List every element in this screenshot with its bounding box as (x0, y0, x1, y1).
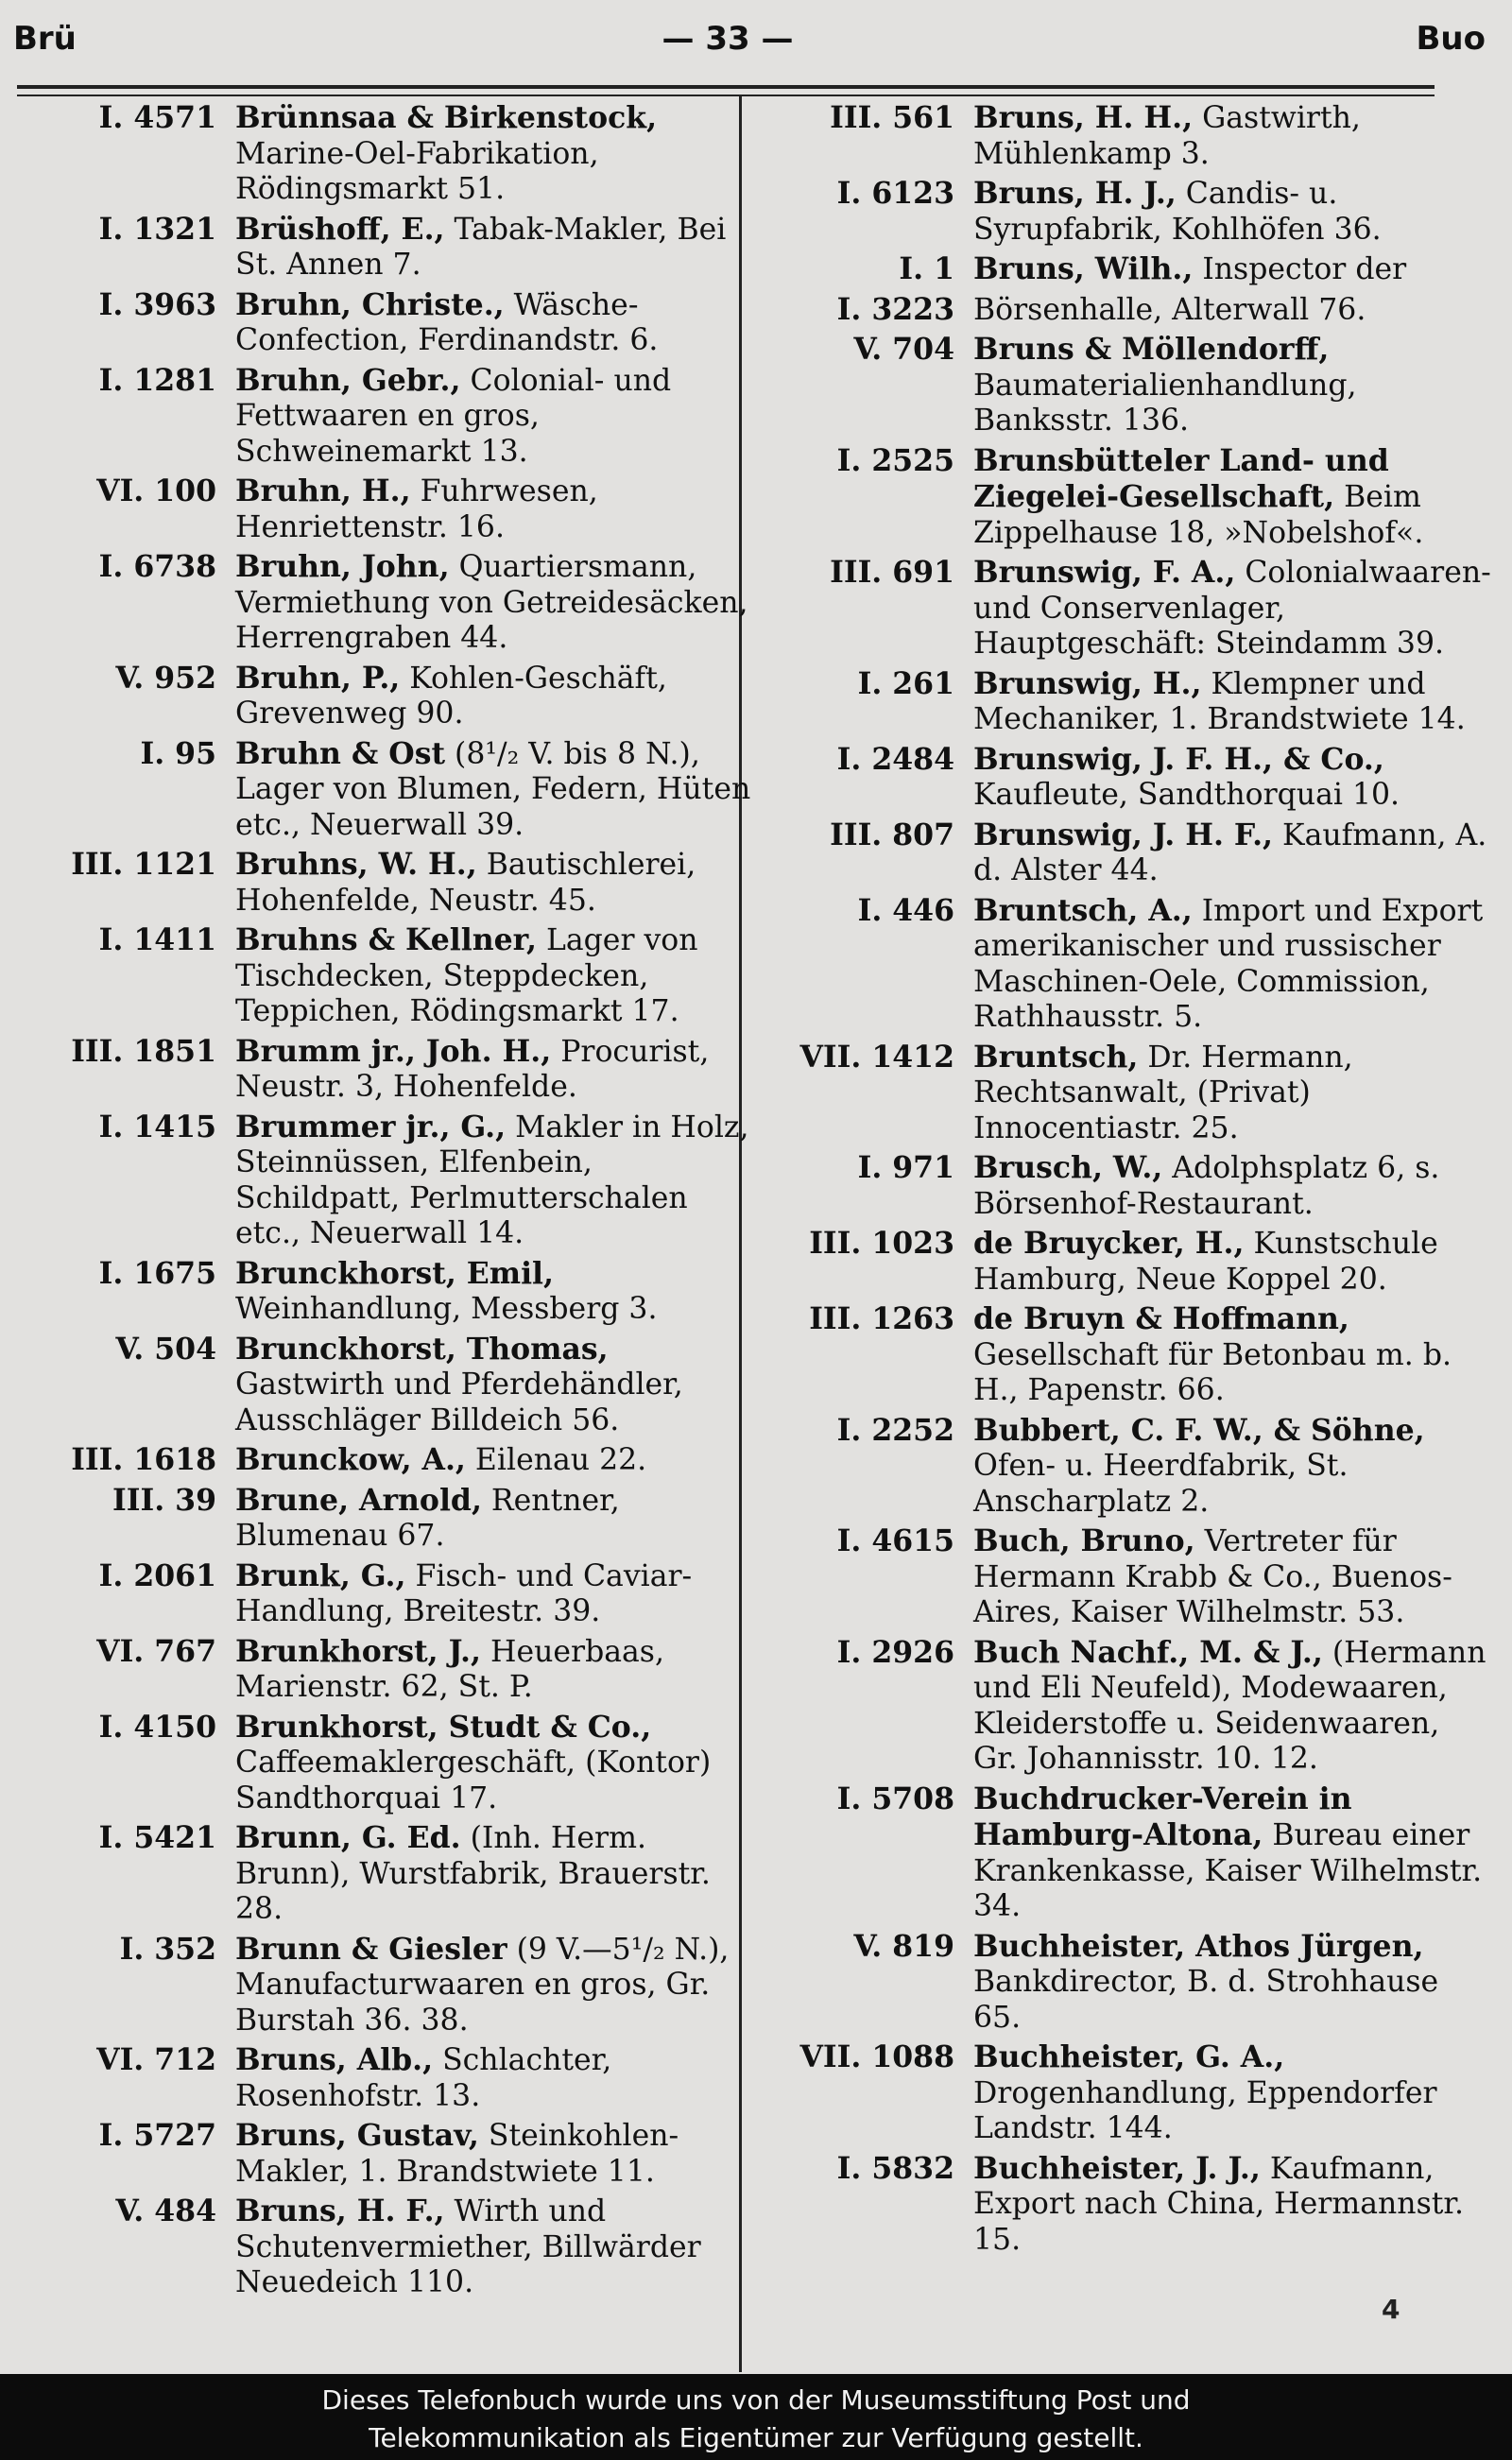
entry-text (235, 736, 760, 844)
entry-text (235, 363, 760, 471)
entry-text (973, 1301, 1493, 1409)
entry-details: Gesellschaft für Betonbau m. b. H., Papenstr. 66. (973, 1337, 1452, 1407)
entry-text (235, 1820, 760, 1928)
directory-entry (765, 1301, 1493, 1409)
entry-details: Adolphsplatz 6, s. Börsenhof-Restaurant. (973, 1151, 1440, 1221)
entry-text (235, 1932, 760, 2039)
directory-entry (765, 893, 1493, 1036)
directory-entry (765, 817, 1493, 889)
entry-details: Import und Export amerikanischer und russischer Maschinen-Oele, Commission, Rathhausstr. 5. (973, 893, 1484, 1034)
phone-number: I. 1415 (98, 1109, 216, 1144)
entry-name: Brunswig, H., (973, 665, 1202, 701)
entry-details: Kaufmann, A. d. Alster 44. (973, 817, 1487, 887)
entry-text (973, 100, 1493, 172)
entry-text (235, 549, 760, 657)
entry-details: Wäsche-Confection, Ferdinandstr. 6. (235, 287, 659, 357)
entry-details: Bankdirector, B. d. Strohhause 65. (973, 1965, 1439, 2035)
directory-entry (13, 1256, 760, 1328)
entry-text (235, 473, 760, 545)
entry-name: Bubbert, C. F. W., & Söhne, (973, 1412, 1425, 1448)
entry-details: Candis- u. Syrupfabrik, Kohlhöfen 36. (973, 177, 1382, 247)
entry-name: Bruhn, P., (235, 660, 401, 696)
entry-name: Bruns, Wilh., (973, 251, 1194, 286)
footer-notice (0, 2374, 1512, 2460)
left-column (13, 100, 760, 2305)
header-rule-thin (17, 95, 1435, 96)
entry-details: Lager von Tischdecken, Steppdecken, Teppichen, Rödingsmarkt 17. (235, 923, 698, 1028)
entry-details: Colonialwaaren- und Conservenlager, Hauptgeschäft: Steindamm 39. (973, 556, 1491, 661)
phone-number: III. 1023 (809, 1226, 954, 1261)
phone-number: I. 2525 (836, 442, 954, 478)
entry-name: Brusch, W., (973, 1150, 1163, 1185)
phone-number: VI. 100 (96, 473, 216, 508)
entry-details: Börsenhalle, Alterwall 76. (973, 292, 1366, 327)
directory-entry (13, 1483, 760, 1555)
entry-details: Eilenau 22. (474, 1443, 647, 1477)
directory-entry (765, 1523, 1493, 1631)
entry-name: Brünnsaa & Birkenstock, (235, 100, 658, 135)
entry-name: Brummer jr., G., (235, 1109, 507, 1144)
phone-number: III. 1618 (71, 1442, 216, 1477)
entry-text (973, 817, 1493, 889)
entry-name: Bruntsch, (973, 1039, 1139, 1075)
entry-text (235, 847, 760, 919)
entry-details: Kaufmann, Export nach China, Hermannstr. 15. (973, 2151, 1465, 2257)
directory-entry (13, 1110, 760, 1252)
entry-details: (9 V.—5¹/₂ N.), Manufacturwaaren en gros, Gr. Burstah 36. 38. (235, 1932, 730, 2038)
phone-number: VI. 767 (96, 1633, 216, 1669)
entry-name: Bruhns & Kellner, (235, 922, 537, 957)
entry-name: Buchdrucker-Verein in Hamburg-Altona, (973, 1780, 1352, 1852)
entry-text (235, 2118, 760, 2190)
directory-entry (765, 1635, 1493, 1778)
entry-text (973, 251, 1493, 288)
entry-details: Colonial- und Fettwaaren en gros, Schweinemarkt 13. (235, 363, 672, 469)
phone-number: I. 446 (857, 892, 954, 928)
phone-number: III. 691 (830, 555, 954, 590)
entry-text (235, 100, 760, 208)
entry-name: Bruns, H. J., (973, 176, 1177, 211)
directory-entry (13, 363, 760, 471)
directory-entry (765, 1413, 1493, 1521)
entry-name: Brumm jr., Joh. H., (235, 1033, 552, 1069)
directory-entry (765, 1150, 1493, 1222)
directory-entry (13, 1332, 760, 1439)
entry-name: Buchheister, G. A., (973, 2039, 1285, 2074)
entry-text (973, 1523, 1493, 1631)
entry-name: Buch Nachf., M. & J., (973, 1634, 1323, 1670)
entry-text (973, 1413, 1493, 1521)
entry-name: Brunsbütteler Land- und Ziegelei-Gesellschaft, (973, 442, 1389, 514)
entry-details: Marine-Oel-Fabrikation, Rödingsmarkt 51. (235, 136, 599, 206)
entry-name: Bruns, Alb., (235, 2042, 434, 2077)
entry-text (973, 1929, 1493, 2037)
entry-name: Brunk, G., (235, 1557, 406, 1593)
entry-name: Bruhn & Ost (235, 735, 446, 771)
phone-number: I. 2484 (836, 741, 954, 777)
entry-text (235, 1634, 760, 1706)
phone-number: III. 1121 (71, 847, 216, 882)
entry-text (235, 212, 760, 284)
directory-entry (13, 1634, 760, 1706)
entry-name: Buchheister, J. J., (973, 2150, 1261, 2186)
entry-name: Brunswig, J. F. H., & Co., (973, 741, 1384, 777)
directory-entry (13, 100, 760, 208)
directory-entry (13, 549, 760, 657)
entry-details: Fisch- und Caviar-Handlung, Breitestr. 39. (235, 1558, 693, 1628)
directory-entry (13, 1820, 760, 1928)
phone-number: I. 4150 (98, 1709, 216, 1745)
entry-text (235, 2042, 760, 2114)
phone-number: VII. 1088 (799, 2039, 954, 2074)
entry-details: Kohlen-Geschäft, Grevenweg 90. (235, 661, 667, 731)
phone-number: I. 5727 (98, 2118, 216, 2153)
phone-number: I. 971 (857, 1150, 954, 1185)
directory-entry (13, 1442, 760, 1479)
entry-details: Inspector der (1202, 252, 1407, 286)
entry-details: Wirth und Schutenvermiether, Billwärder Neuedeich 110. (235, 2194, 701, 2299)
entry-name: Bruns, H. F., (235, 2193, 445, 2228)
entry-name: Brunn, G. Ed. (235, 1820, 461, 1855)
entry-name: Brunckhorst, Emil, (235, 1255, 554, 1291)
directory-entry (765, 2151, 1493, 2259)
entry-text (973, 1040, 1493, 1147)
phone-number: I. 1 (899, 251, 954, 286)
entry-details: Beim Zippelhause 18, »Nobelshof«. (973, 480, 1424, 550)
entry-name: Brunn & Giesler (235, 1931, 507, 1967)
phone-number: VI. 712 (96, 2042, 216, 2077)
directory-entry (765, 1781, 1493, 1925)
entry-text (235, 1558, 760, 1630)
entry-details: Weinhandlung, Messberg 3. (235, 1292, 658, 1326)
phone-number: I. 1281 (98, 362, 216, 398)
entry-text (235, 2193, 760, 2301)
directory-entry (13, 2118, 760, 2190)
directory-entry (13, 736, 760, 844)
phone-number: I. 261 (857, 665, 954, 701)
directory-entry (13, 2042, 760, 2114)
entry-name: Brunkhorst, J., (235, 1633, 481, 1669)
phone-number: I. 2926 (836, 1634, 954, 1670)
entry-text (235, 922, 760, 1030)
phone-number: I. 6123 (836, 176, 954, 211)
page-mark: 4 (1382, 2294, 1400, 2325)
header-left-keyword: Brü (13, 20, 77, 58)
phone-number: V. 704 (853, 332, 954, 367)
entry-name: Bruhn, Christe., (235, 286, 505, 322)
directory-entry (765, 1226, 1493, 1298)
directory-entry (13, 473, 760, 545)
directory-entry (13, 1932, 760, 2039)
entry-details: Quartiersmann, Vermiethung von Getreidesäcken, Herrengraben 44. (235, 550, 748, 655)
entry-text (235, 1256, 760, 1328)
directory-entry (13, 1558, 760, 1630)
phone-number: V. 504 (115, 1331, 216, 1367)
entry-name: Bruhns, W. H., (235, 847, 477, 882)
phone-number: I. 1411 (98, 922, 216, 957)
directory-entry (765, 332, 1493, 439)
directory-entry (765, 251, 1493, 288)
entry-details: Kunstschule Hamburg, Neue Koppel 20. (973, 1227, 1438, 1297)
phone-number: I. 4571 (98, 100, 216, 135)
directory-entry (13, 287, 760, 359)
right-column (765, 100, 1493, 2262)
entry-text (973, 1150, 1493, 1222)
directory-entry (765, 1929, 1493, 2037)
phone-number: I. 4615 (836, 1523, 954, 1558)
entry-details: Bureau einer Krankenkasse, Kaiser Wilhelmstr. 34. (973, 1818, 1483, 1923)
entry-text (973, 176, 1493, 248)
entry-name: Buch, Bruno, (973, 1523, 1195, 1558)
phone-number: I. 1321 (98, 211, 216, 247)
header-right-keyword: Buo (1416, 20, 1486, 58)
entry-name: Bruns, Gustav, (235, 2118, 479, 2153)
directory-entry (13, 212, 760, 284)
phone-number: I. 5421 (98, 1820, 216, 1855)
directory-entry (13, 2193, 760, 2301)
header-rule (17, 85, 1435, 89)
phone-number: I. 6738 (98, 549, 216, 584)
entry-details: Gastwirth, Mühlenkamp 3. (973, 101, 1361, 171)
entry-details: Dr. Hermann, Rechtsanwalt, (Privat) Innocentiastr. 25. (973, 1040, 1353, 1145)
phone-number: I. 2061 (98, 1557, 216, 1593)
entry-details: (Inh. Herm. Brunn), Wurstfabrik, Brauerstr. 28. (235, 1821, 711, 1926)
entry-details: Drogenhandlung, Eppendorfer Landstr. 144. (973, 2075, 1437, 2145)
entry-details: Bautischlerei, Hohenfelde, Neustr. 45. (235, 848, 696, 918)
entry-details: Schlachter, Rosenhofstr. 13. (235, 2043, 612, 2113)
entry-name: de Bruyn & Hoffmann, (973, 1301, 1349, 1336)
entry-name: Brunswig, J. H. F., (973, 817, 1274, 852)
entry-details: (8¹/₂ V. bis 8 N.), Lager von Blumen, Federn, Hüten etc., Neuerwall 39. (235, 736, 751, 842)
phone-number: III. 39 (112, 1482, 216, 1518)
phone-number: III. 561 (830, 100, 954, 135)
directory-entry (765, 100, 1493, 172)
entry-name: Brune, Arnold, (235, 1482, 482, 1518)
entry-text (973, 555, 1493, 662)
entry-details: (Hermann und Eli Neufeld), Modewaaren, Kleiderstoffe u. Seidenwaaren, Gr. Johannisstr. 10. 12. (973, 1635, 1486, 1776)
entry-name: de Bruycker, H., (973, 1226, 1245, 1261)
entry-text (973, 2151, 1493, 2259)
entry-details: Vertreter für Hermann Krabb & Co., Buenos-Aires, Kaiser Wilhelmstr. 53. (973, 1524, 1452, 1629)
entry-name: Bruhn, H., (235, 473, 411, 508)
entry-details: Tabak-Makler, Bei St. Annen 7. (235, 212, 727, 282)
entry-text (973, 893, 1493, 1036)
entry-name: Brunckow, A., (235, 1442, 466, 1477)
entry-details: Ofen- u. Heerdfabrik, St. Anscharplatz 2. (973, 1449, 1349, 1519)
directory-entry (13, 1034, 760, 1106)
entry-details: Fuhrwesen, Henriettenstr. 16. (235, 474, 598, 544)
entry-name: Brüshoff, E., (235, 211, 445, 247)
entry-text (973, 742, 1493, 814)
entry-text (235, 1442, 760, 1479)
phone-number: III. 807 (830, 817, 954, 852)
directory-entry (765, 292, 1493, 329)
phone-number: VII. 1412 (799, 1039, 954, 1075)
phone-number: I. 95 (140, 735, 216, 771)
phone-number: V. 819 (853, 1928, 954, 1964)
entry-text (235, 1034, 760, 1106)
entry-details: Caffeemaklergeschäft, (Kontor) Sandthorquai 17. (235, 1746, 712, 1815)
entry-details: Gastwirth und Pferdehändler, Ausschläger Billdeich 56. (235, 1368, 683, 1437)
phone-number: I. 352 (119, 1931, 216, 1967)
entry-name: Bruns, H. H., (973, 100, 1194, 135)
entry-text (973, 1226, 1493, 1298)
phone-number: I. 1675 (98, 1255, 216, 1291)
entry-text (973, 2039, 1493, 2147)
phone-number: V. 484 (115, 2193, 216, 2228)
entry-name: Buchheister, Athos Jürgen, (973, 1928, 1424, 1964)
entry-text (973, 443, 1493, 552)
directory-entry (13, 1710, 760, 1817)
page-number: — 33 — (662, 20, 794, 58)
entry-details: Kaufleute, Sandthorquai 10. (973, 778, 1400, 812)
phone-number: V. 952 (115, 660, 216, 696)
entry-details: Baumaterialienhandlung, Banksstr. 136. (973, 368, 1357, 438)
directory-entry (765, 2039, 1493, 2147)
footer-line-2: Telekommunikation als Eigentümer zur Verfügung gestellt. (369, 2422, 1143, 2453)
directory-entry (13, 847, 760, 919)
directory-entry (765, 666, 1493, 738)
footer-line-1: Dieses Telefonbuch wurde uns von der Museumsstiftung Post und (321, 2384, 1191, 2416)
entry-details: Klempner und Mechaniker, 1. Brandstwiete 14. (973, 666, 1466, 736)
entry-text (235, 661, 760, 732)
phone-number: I. 5708 (836, 1780, 954, 1816)
directory-entry (765, 555, 1493, 662)
directory-entry (765, 742, 1493, 814)
directory-entry (13, 661, 760, 732)
entry-text (235, 1710, 760, 1817)
entry-details: Rentner, Blumenau 67. (235, 1483, 620, 1553)
entry-text (973, 292, 1493, 329)
entry-text (235, 1483, 760, 1555)
directory-entry (765, 176, 1493, 248)
entry-name: Bruhn, Gebr., (235, 362, 461, 398)
phone-number: III. 1851 (71, 1033, 216, 1069)
entry-text (235, 287, 760, 359)
entry-name: Brunkhorst, Studt & Co., (235, 1709, 652, 1745)
entry-details: Heuerbaas, Marienstr. 62, St. P. (235, 1634, 664, 1704)
entry-text (973, 1635, 1493, 1778)
directory-entry (765, 443, 1493, 552)
phone-number: III. 1263 (809, 1301, 954, 1336)
phone-number: I. 3963 (98, 286, 216, 322)
entry-name: Brunckhorst, Thomas, (235, 1331, 609, 1367)
entry-details: Procurist, Neustr. 3, Hohenfelde. (235, 1034, 710, 1104)
phone-number: I. 2252 (836, 1412, 954, 1448)
entry-name: Bruhn, John, (235, 549, 450, 584)
entry-text (973, 1781, 1493, 1925)
entry-name: Bruntsch, A., (973, 892, 1193, 928)
directory-entry (13, 922, 760, 1030)
entry-details: Steinkohlen-Makler, 1. Brandstwiete 11. (235, 2119, 679, 2189)
entry-text (973, 666, 1493, 738)
entry-text (235, 1110, 760, 1252)
phone-number: I. 5832 (836, 2150, 954, 2186)
entry-name: Bruns & Möllendorff, (973, 332, 1330, 367)
entry-details: Makler in Holz, Steinnüssen, Elfenbein, Schildpatt, Perlmutterschalen etc., Neuerwall 14. (235, 1110, 749, 1250)
entry-name: Brunswig, F. A., (973, 555, 1236, 590)
entry-text (235, 1332, 760, 1439)
directory-entry (765, 1040, 1493, 1147)
entry-text (973, 332, 1493, 439)
phone-number: I. 3223 (836, 291, 954, 327)
